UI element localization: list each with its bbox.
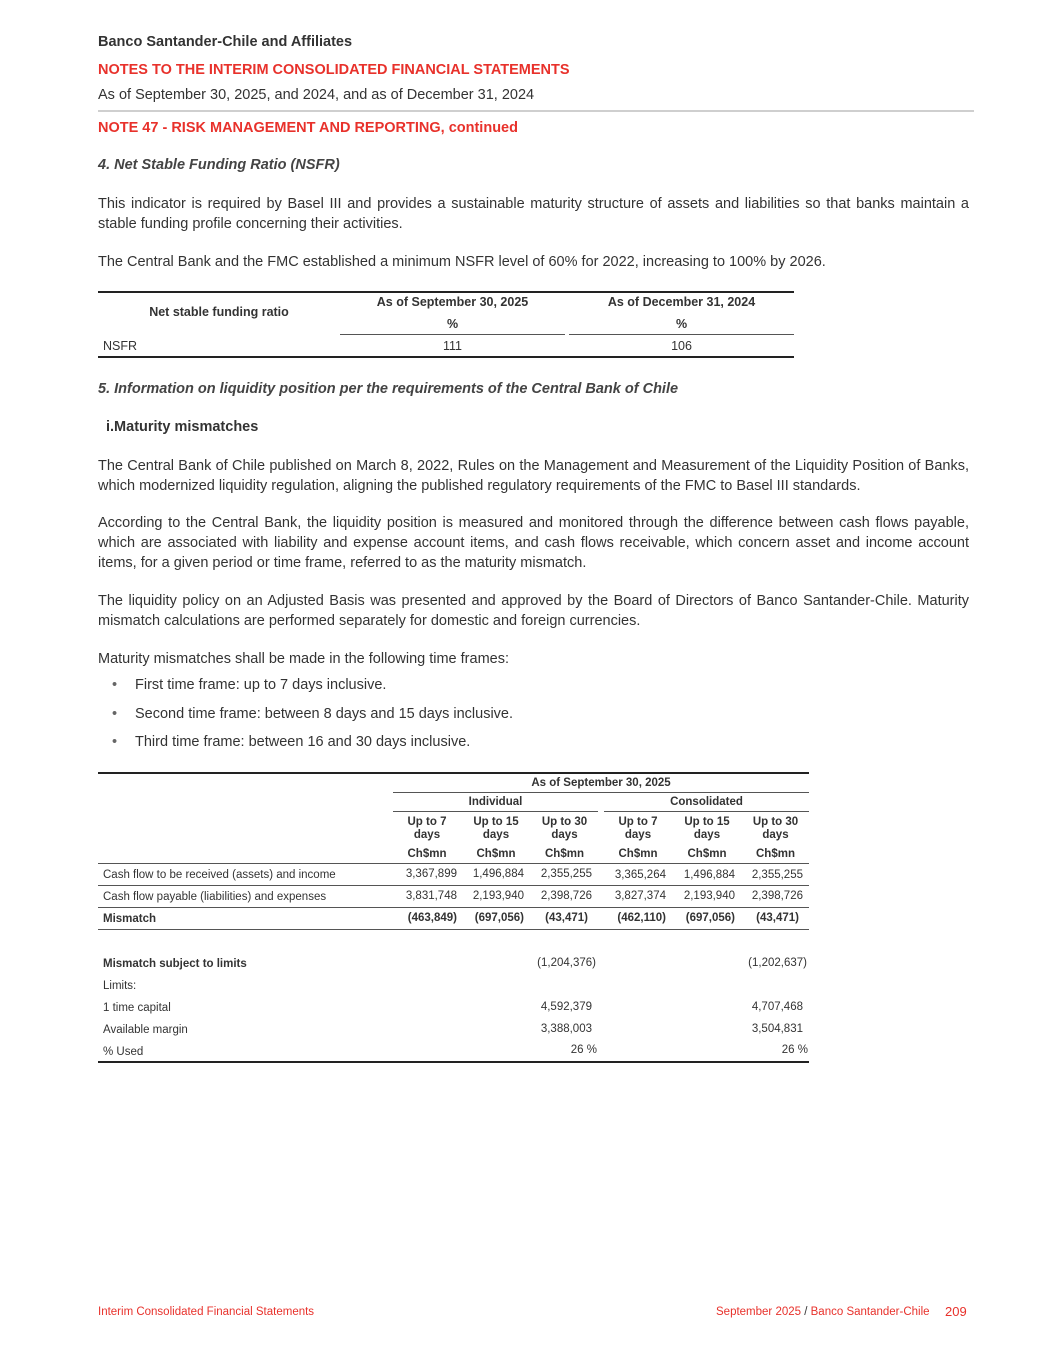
table-cell: 3,831,748 xyxy=(405,890,457,902)
table-rule xyxy=(393,792,809,793)
bullet-item: • Second time frame: between 8 days and 15 days inclusive. xyxy=(112,706,514,722)
table-cell: (1,202,637) xyxy=(748,957,807,969)
document-title: NOTES TO THE INTERIM CONSOLIDATED FINANCIAL STATEMENTS xyxy=(98,62,570,78)
col-unit: Ch$mn xyxy=(687,848,727,860)
section-5-paragraph-4: Maturity mismatches shall be made in the following time frames: xyxy=(98,651,509,667)
table-rule xyxy=(569,334,794,335)
table-cell: (463,849) xyxy=(407,912,457,924)
company-name: Banco Santander-Chile and Affiliates xyxy=(98,34,353,50)
consolidated-header: Consolidated xyxy=(670,796,743,808)
nsfr-col1-unit: % xyxy=(446,317,459,331)
table-cell: (1,204,376) xyxy=(537,957,596,969)
section-4-heading: 4. Net Stable Funding Ratio (NSFR) xyxy=(98,157,340,173)
table-cell: (43,471) xyxy=(756,912,799,924)
col-unit: Ch$mn xyxy=(545,848,584,860)
table-cell: 26 % xyxy=(570,1044,597,1056)
table-cell: 2,398,726 xyxy=(751,890,803,902)
section-5-paragraph-2: According to the Central Bank, the liquidity position is measured and monitored through the difference between cash flows payable, which are associated with liability and expense account items, and cash flows receivable, which concern asset and income account items, for a given period or time frame, referred to as the maturity mismatch. xyxy=(98,515,969,571)
table-cell: 2,355,255 xyxy=(540,868,592,880)
table-bottom-rule xyxy=(98,1061,809,1063)
table-cell: 2,193,940 xyxy=(472,890,524,902)
row-label: Cash flow payable (liabilities) and expenses xyxy=(103,891,327,903)
page-number: 209 xyxy=(945,1304,967,1319)
table-rule xyxy=(98,929,809,930)
bullet-item: • First time frame: up to 7 days inclusive. xyxy=(112,677,387,693)
nsfr-value-2025: 111 xyxy=(442,339,462,353)
col-header: Up to 15 days xyxy=(473,816,519,841)
col-header: Up to 30 days xyxy=(541,816,588,841)
section-4-paragraph-1: This indicator is required by Basel III and provides a sustainable maturity structure of assets and liabilities so that banks maintain a stable funding profile concerning their activities. xyxy=(98,196,969,232)
col-header: Up to 7 days xyxy=(407,816,447,841)
table-top-rule xyxy=(98,772,809,774)
table-cell: (697,056) xyxy=(474,912,524,924)
table-rule xyxy=(340,334,565,335)
as-of-date: As of September 30, 2025, and 2024, and as of December 31, 2024 xyxy=(98,87,535,103)
table-cell: 4,592,379 xyxy=(540,1001,592,1013)
col-unit: Ch$mn xyxy=(407,848,447,860)
nsfr-col1-header: As of September 30, 2025 xyxy=(376,295,529,309)
period-header: As of September 30, 2025 xyxy=(531,777,671,789)
nsfr-row-header: Net stable funding ratio xyxy=(149,305,289,319)
row-label: Mismatch xyxy=(103,913,157,925)
table-cell: 2,193,940 xyxy=(683,890,735,902)
row-label: % Used xyxy=(103,1046,144,1058)
row-label: 1 time capital xyxy=(103,1002,171,1014)
table-cell: (462,110) xyxy=(617,912,666,924)
table-top-rule xyxy=(98,291,794,293)
nsfr-col2-unit: % xyxy=(675,317,688,331)
header-divider xyxy=(98,110,974,112)
section-5-paragraph-1: The Central Bank of Chile published on March 8, 2022, Rules on the Management and Measurement of the Liquidity Position of Banks, which modernized liquidity regulation, aligning the published regulatory requirements of the FMC to Basel III standards. xyxy=(98,458,969,494)
table-cell: 4,707,468 xyxy=(751,1001,803,1013)
table-rule xyxy=(98,863,809,864)
nsfr-row-label: NSFR xyxy=(103,339,138,353)
table-cell: 3,504,831 xyxy=(751,1023,803,1035)
table-cell: 3,388,003 xyxy=(540,1023,592,1035)
maturity-mismatches-heading: i.Maturity mismatches xyxy=(106,419,259,435)
col-unit: Ch$mn xyxy=(756,848,795,860)
footer-period: September 2025 / Banco Santander-Chile xyxy=(716,1306,930,1318)
individual-header: Individual xyxy=(468,796,523,808)
footer-document-name: Interim Consolidated Financial Statements xyxy=(98,1306,315,1318)
row-label: Limits: xyxy=(103,980,137,992)
section-5-paragraph-3: The liquidity policy on an Adjusted Basis was presented and approved by the Board of Directors of Banco Santander-Chile. Maturity mismatch calculations are performed separately for domestic and foreign currencies. xyxy=(98,593,969,629)
col-header: Up to 30 days xyxy=(752,816,799,841)
table-cell: 1,496,884 xyxy=(683,869,735,881)
row-label: Available margin xyxy=(103,1024,188,1036)
table-rule xyxy=(393,811,598,812)
table-cell: 2,355,255 xyxy=(751,869,803,881)
nsfr-col2-header: As of December 31, 2024 xyxy=(607,295,756,309)
table-cell: 2,398,726 xyxy=(540,890,592,902)
nsfr-value-2024: 106 xyxy=(671,339,692,353)
table-cell: 3,365,264 xyxy=(614,869,666,881)
col-header: Up to 7 days xyxy=(618,816,658,841)
col-unit: Ch$mn xyxy=(618,848,658,860)
table-bottom-rule xyxy=(98,356,794,358)
table-cell: 26 % xyxy=(781,1044,808,1056)
row-label: Mismatch subject to limits xyxy=(103,958,247,970)
table-cell: 3,827,374 xyxy=(614,890,666,902)
section-5-heading: 5. Information on liquidity position per the requirements of the Central Bank of Chile xyxy=(98,381,679,397)
note-title: NOTE 47 - RISK MANAGEMENT AND REPORTING, continued xyxy=(98,120,518,136)
row-label: Cash flow to be received (assets) and income xyxy=(103,869,336,881)
table-cell: 3,367,899 xyxy=(405,868,457,880)
table-cell: (43,471) xyxy=(545,912,588,924)
col-unit: Ch$mn xyxy=(476,848,516,860)
table-cell: 1,496,884 xyxy=(472,868,524,880)
table-rule xyxy=(98,885,809,886)
table-rule xyxy=(98,907,809,908)
table-rule xyxy=(604,811,809,812)
table-cell: (697,056) xyxy=(685,912,735,924)
section-4-paragraph-2: The Central Bank and the FMC established a minimum NSFR level of 60% for 2022, increasing to 100% by 2026. xyxy=(98,254,826,270)
col-header: Up to 15 days xyxy=(684,816,730,841)
bullet-item: • Third time frame: between 16 and 30 days inclusive. xyxy=(112,734,471,750)
